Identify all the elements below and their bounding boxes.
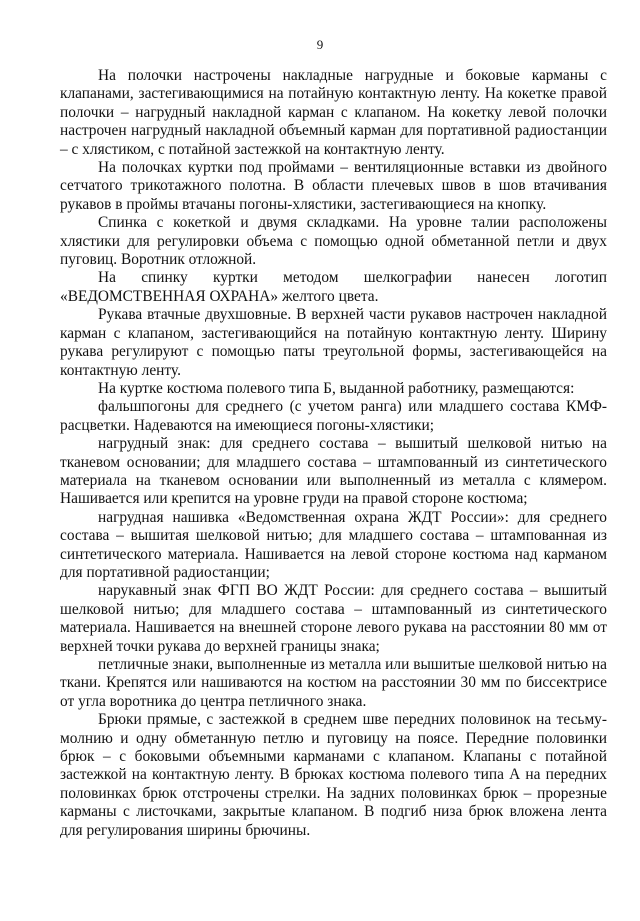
paragraph-sleeve-badge: нарукавный знак ФГП ВО ЖДТ России: для среднего состава – вышитый шелковой нитью; для младшего состава – штампованный из синтетического материала. Нашивается на внешней стороне левого рукава на расстоянии 80 мм от верхней точки рукава до верхней границы знака; <box>60 582 607 655</box>
paragraph-breast-badge: нагрудный знак: для среднего состава – вышитый шелковой нитью на тканевом основании; для младшего состава – штампованный из синтетического материала на тканевом основании или выполненный из металла с клямером. Нашивается или крепится на уровне груди на правой стороне костюма; <box>60 435 607 508</box>
paragraph-sleeves: Рукава втачные двухшовные. В верхней части рукавов настрочен накладной карман с клапаном, застегивающийся на потайную контактную ленту. Ширину рукава регулируют с помощью паты треугольной формы, застегивающейся на контактную ленту. <box>60 306 607 379</box>
paragraph-ventilation-inserts: На полочках куртки под проймами – вентиляционные вставки из двойного сетчатого трикотажного полотна. В области плечевых швов в шов втачивания рукавов в проймы втачаны погоны-хлястики, застегивающиеся на кнопку. <box>60 159 607 213</box>
paragraph-collar-badges: петличные знаки, выполненные из металла или вышитые шелковой нитью на ткани. Крепятся или нашиваются на костюм на расстоянии 30 мм по биссектрисе от угла воротника до центра петличного знака. <box>60 656 607 710</box>
paragraph-trousers: Брюки прямые, с застежкой в среднем шве передних половинок на тесьму-молнию и одну обметанную петлю и пуговицу на поясе. Передние половинки брюк – с боковыми объемными карманами с клапаном. Клапаны с потайной застежкой на контактную ленту. В брюках костюма полевого типа А на передних половинках брюк отстрочены стрелки. На задних половинках брюк – прорезные карманы с листочками, закрытые клапаном. В подгиб низа брюк вложена лента для регулирования ширины брючины. <box>60 711 607 839</box>
paragraph-breast-patch: нагрудная нашивка «Ведомственная охрана ЖДТ России»: для среднего состава – вышитая шелковой нитью; для младшего состава – штампованная из синтетического материала. Нашивается на левой стороне костюма над карманом для портативной радиостанции; <box>60 508 607 581</box>
paragraph-front-pockets: На полочки настрочены накладные нагрудные и боковые карманы с клапанами, застегивающимися на потайную контактную ленту. На кокетке правой полочки – нагрудный накладной карман с клапаном. На кокетку левой полочки настрочен нагрудный накладной объемный карман для портативной радиостанции – с хлястиком, с потайной застежкой на контактную ленту. <box>60 67 607 158</box>
paragraph-false-epaulettes: фальшпогоны для среднего (с учетом ранга) или младшего состава КМФ-расцветки. Надеваются на имеющиеся погоны-хлястики; <box>60 398 607 434</box>
paragraph-back: Спинка с кокеткой и двумя складками. На уровне талии расположены хлястики для регулировки объема с помощью одной обметанной петли и двух пуговиц. Воротник отложной. <box>60 214 607 269</box>
document-body <box>60 67 607 840</box>
paragraph-jacket-insignia-intro: На куртке костюма полевого типа Б, выданной работнику, размещаются: <box>98 379 575 397</box>
paragraph-back-logo: На спинку куртки методом шелкографии нанесен логотип «ВЕДОМСТВЕННАЯ ОХРАНА» желтого цвета. <box>60 269 607 305</box>
page-number: 9 <box>316 37 324 52</box>
